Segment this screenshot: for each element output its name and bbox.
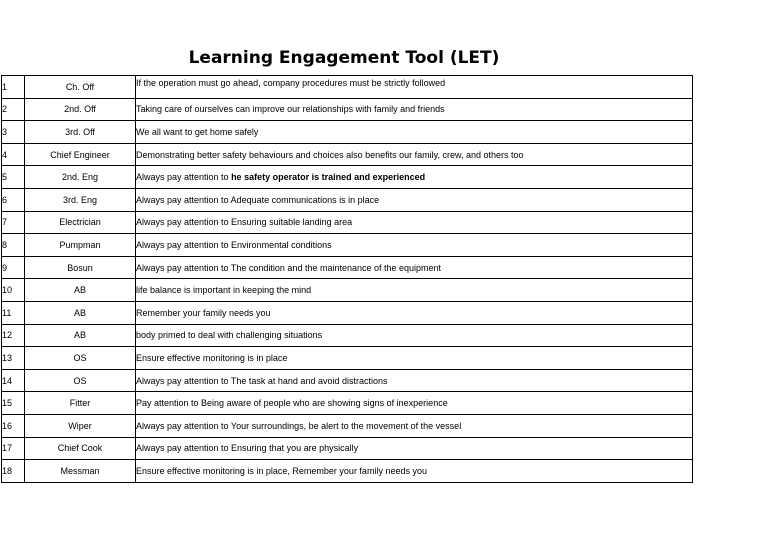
page-title: Learning Engagement Tool (LET) bbox=[188, 48, 500, 68]
engagement-message bbox=[136, 347, 693, 370]
message-prefix: Always pay attention to bbox=[136, 172, 232, 183]
crew-role: 3rd. Off bbox=[25, 121, 136, 144]
table-row bbox=[2, 369, 693, 392]
row-number: 17 bbox=[2, 437, 25, 460]
table-row bbox=[2, 256, 693, 279]
message-text: Ensure effective monitoring is in place, Remember your family needs you bbox=[136, 465, 427, 476]
message-text: Ensure effective monitoring is in place bbox=[136, 352, 288, 363]
engagement-message bbox=[136, 460, 693, 483]
row-number: 14 bbox=[2, 369, 25, 392]
row-number: 6 bbox=[2, 188, 25, 211]
crew-role: Pumpman bbox=[25, 234, 136, 257]
let-table-body bbox=[2, 76, 693, 483]
message-text: Remember your family needs you bbox=[136, 307, 271, 318]
row-number: 3 bbox=[2, 121, 25, 144]
message-text: Always pay attention to Environmental conditions bbox=[136, 239, 332, 250]
engagement-message bbox=[136, 324, 693, 347]
engagement-message bbox=[136, 392, 693, 415]
engagement-message bbox=[136, 234, 693, 257]
table-row bbox=[2, 347, 693, 370]
crew-role: Ch. Off bbox=[25, 76, 136, 99]
crew-role: OS bbox=[25, 347, 136, 370]
message-text: Always pay attention to Ensuring that you are physically bbox=[136, 443, 359, 454]
row-number: 10 bbox=[2, 279, 25, 302]
row-number: 4 bbox=[2, 143, 25, 166]
engagement-message bbox=[136, 188, 693, 211]
message-text: body primed to deal with challenging situations bbox=[136, 330, 323, 341]
crew-role: Chief Engineer bbox=[25, 143, 136, 166]
engagement-message bbox=[136, 437, 693, 460]
row-number: 11 bbox=[2, 301, 25, 324]
row-number: 7 bbox=[2, 211, 25, 234]
table-row bbox=[2, 234, 693, 257]
table-row bbox=[2, 279, 693, 302]
message-text: Taking care of ourselves can improve our relationships with family and friends bbox=[136, 104, 445, 115]
table-row bbox=[2, 301, 693, 324]
crew-role: Messman bbox=[25, 460, 136, 483]
crew-role: 2nd. Off bbox=[25, 98, 136, 121]
row-number: 5 bbox=[2, 166, 25, 189]
row-number: 13 bbox=[2, 347, 25, 370]
message-text: Always pay attention to The condition and the maintenance of the equipment bbox=[136, 262, 442, 273]
table-row bbox=[2, 211, 693, 234]
crew-role: OS bbox=[25, 369, 136, 392]
table-row bbox=[2, 76, 693, 99]
row-number: 16 bbox=[2, 414, 25, 437]
let-table bbox=[1, 75, 693, 483]
table-row bbox=[2, 324, 693, 347]
crew-role: AB bbox=[25, 279, 136, 302]
crew-role: Fitter bbox=[25, 392, 136, 415]
message-emphasis: he safety operator is trained and experienced bbox=[231, 172, 426, 183]
message-text: If the operation must go ahead, company procedures must be strictly followed bbox=[136, 77, 446, 88]
engagement-message bbox=[136, 414, 693, 437]
crew-role: 2nd. Eng bbox=[25, 166, 136, 189]
engagement-message bbox=[136, 369, 693, 392]
row-number: 18 bbox=[2, 460, 25, 483]
engagement-message bbox=[136, 279, 693, 302]
row-number: 15 bbox=[2, 392, 25, 415]
table-row bbox=[2, 392, 693, 415]
engagement-message bbox=[136, 76, 693, 99]
message-text: Always pay attention to Your surroundings, be alert to the movement of the vessel bbox=[136, 420, 462, 431]
row-number: 1 bbox=[2, 76, 25, 99]
crew-role: Wiper bbox=[25, 414, 136, 437]
message-text: Always pay attention to Ensuring suitable landing area bbox=[136, 217, 353, 228]
message-text: Demonstrating better safety behaviours and choices also benefits our family, crew, and others too bbox=[136, 149, 524, 160]
engagement-message bbox=[136, 301, 693, 324]
row-number: 9 bbox=[2, 256, 25, 279]
message-text: Always pay attention to The task at hand and avoid distractions bbox=[136, 375, 388, 386]
engagement-message bbox=[136, 211, 693, 234]
row-number: 2 bbox=[2, 98, 25, 121]
table-row bbox=[2, 166, 693, 189]
row-number: 8 bbox=[2, 234, 25, 257]
message-text: Pay attention to Being aware of people who are showing signs of inexperience bbox=[136, 398, 448, 409]
table-row bbox=[2, 460, 693, 483]
crew-role: Chief Cook bbox=[25, 437, 136, 460]
table-row bbox=[2, 121, 693, 144]
table-row bbox=[2, 437, 693, 460]
crew-role: AB bbox=[25, 324, 136, 347]
table-row bbox=[2, 98, 693, 121]
table-row bbox=[2, 414, 693, 437]
engagement-message bbox=[136, 143, 693, 166]
message-text: We all want to get home safely bbox=[136, 126, 259, 137]
crew-role: AB bbox=[25, 301, 136, 324]
row-number: 12 bbox=[2, 324, 25, 347]
crew-role: 3rd. Eng bbox=[25, 188, 136, 211]
table-row bbox=[2, 143, 693, 166]
crew-role: Bosun bbox=[25, 256, 136, 279]
engagement-message bbox=[136, 121, 693, 144]
crew-role: Electrician bbox=[25, 211, 136, 234]
engagement-message bbox=[136, 166, 693, 189]
message-text: life balance is important in keeping the mind bbox=[136, 285, 312, 296]
engagement-message bbox=[136, 98, 693, 121]
engagement-message bbox=[136, 256, 693, 279]
message-text: Always pay attention to Adequate communications is in place bbox=[136, 194, 380, 205]
table-row bbox=[2, 188, 693, 211]
